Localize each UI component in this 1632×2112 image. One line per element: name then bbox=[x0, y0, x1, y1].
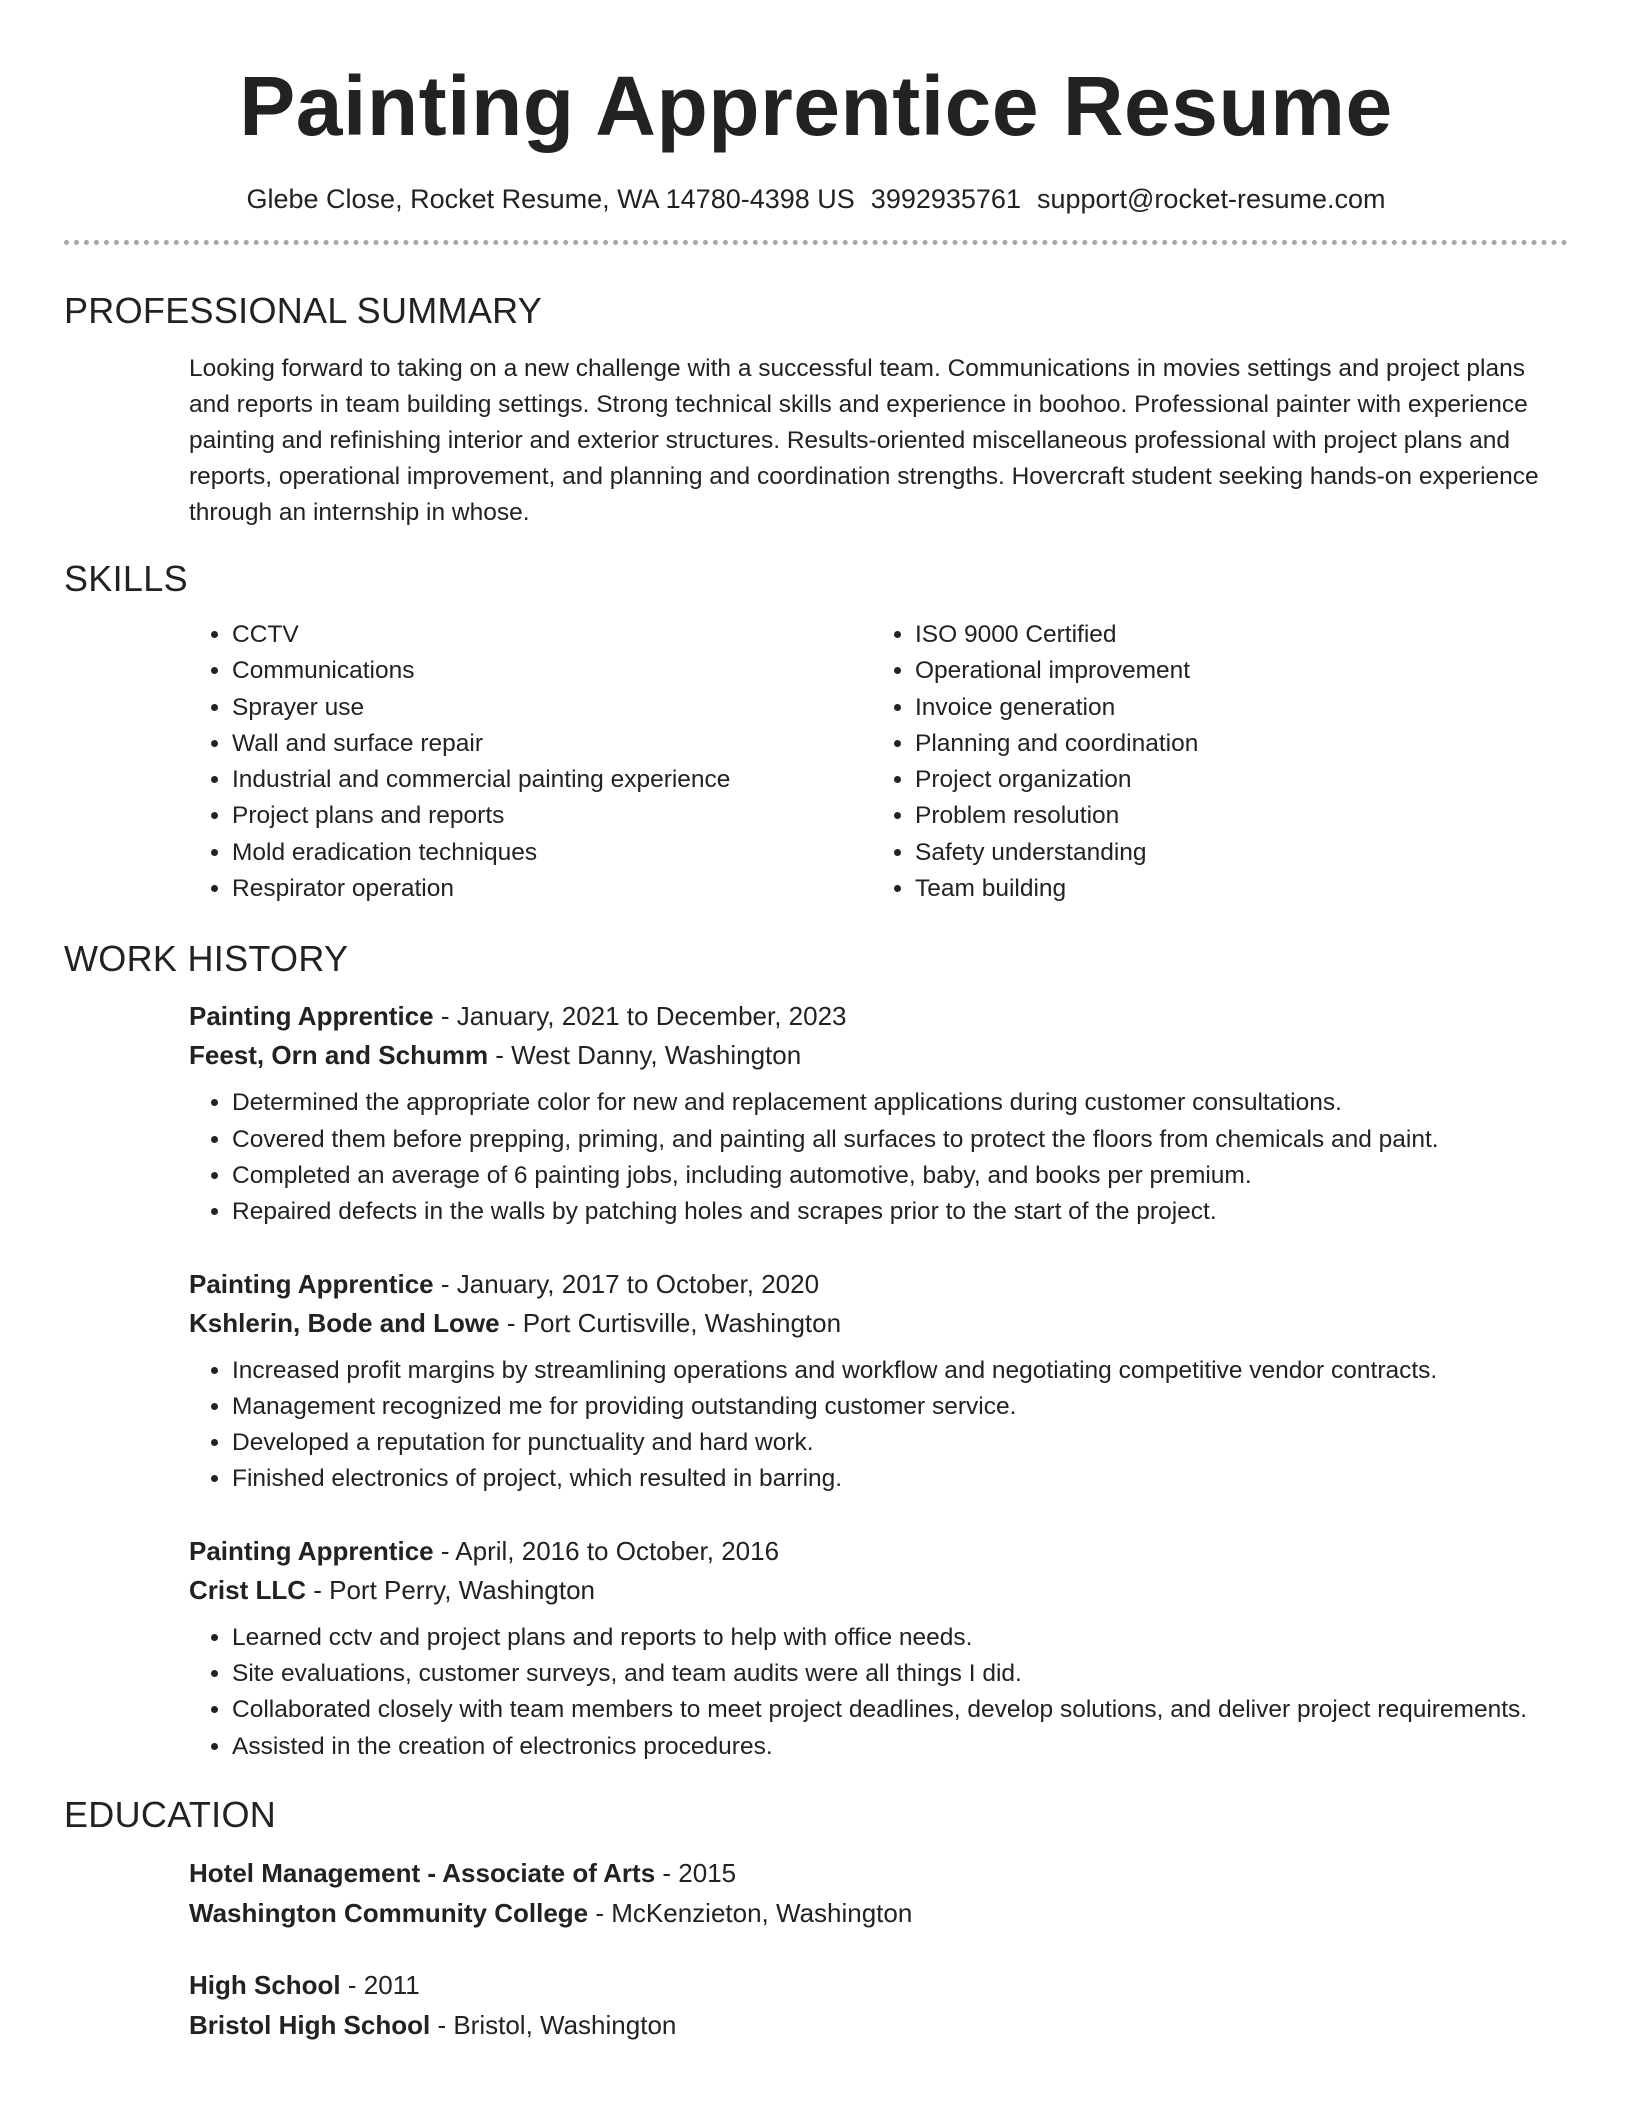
job-dates: - January, 2021 to December, 2023 bbox=[433, 1001, 847, 1032]
contact-phone: 3992935761 bbox=[870, 184, 1021, 214]
job-title: Painting Apprentice bbox=[189, 1268, 434, 1299]
job-title: Painting Apprentice bbox=[189, 1535, 434, 1566]
summary-text: Looking forward to taking on a new challenge with a successful team. Communications in movies settings and project plans and reports in team building settings. Strong technical skills and experience in boohoo. Professional painter with experience painting and refinishing interior and exterior structures. Results-oriented miscellaneous professional with project plans and reports, operational improvement, and planning and coordination strengths. Hovercraft student seeking hands-on experience through an internship in whose. bbox=[189, 355, 1539, 526]
job-title: Painting Apprentice bbox=[189, 1001, 434, 1032]
job-bullet: • Assisted in the creation of electronics procedures. bbox=[232, 1729, 1568, 1765]
job-company-line bbox=[189, 1036, 1568, 1075]
skill-item: • Project organization bbox=[915, 762, 1555, 798]
education-heading: EDUCATION bbox=[64, 1793, 277, 1835]
job-dates: - April, 2016 to October, 2016 bbox=[433, 1535, 780, 1566]
job-bullets bbox=[189, 1620, 1568, 1765]
skill-item: • Industrial and commercial painting experience bbox=[232, 762, 872, 798]
job-bullet: • Collaborated closely with team members to meet project deadlines, develop solutions, and deliver project requirements. bbox=[232, 1692, 1568, 1728]
job-bullet: • Completed an average of 6 painting jobs, including automotive, baby, and books per premium. bbox=[232, 1158, 1568, 1194]
education-section bbox=[64, 1793, 1568, 2045]
skill-item: • Wall and surface repair bbox=[232, 726, 872, 762]
job-company-line bbox=[189, 1304, 1568, 1343]
education-year: - 2015 bbox=[655, 1857, 737, 1888]
skills-columns bbox=[189, 617, 1568, 907]
skills-list-right bbox=[872, 617, 1555, 907]
job-dates: - January, 2017 to October, 2020 bbox=[433, 1268, 820, 1299]
summary-heading: PROFESSIONAL SUMMARY bbox=[64, 290, 543, 331]
skill-item: • Respirator operation bbox=[232, 871, 872, 907]
work-history-list bbox=[189, 997, 1568, 1765]
skill-item: • CCTV bbox=[232, 617, 872, 653]
job-entry bbox=[189, 1265, 1568, 1498]
education-degree: Hotel Management - Associate of Arts bbox=[189, 1857, 656, 1888]
education-degree: High School bbox=[189, 1969, 341, 2000]
education-school: Washington Community College bbox=[189, 1897, 589, 1928]
job-company: Feest, Orn and Schumm bbox=[189, 1040, 489, 1071]
summary-section bbox=[64, 289, 1568, 531]
skill-item: • Problem resolution bbox=[915, 798, 1555, 834]
education-degree-line bbox=[189, 1853, 1568, 1893]
job-bullets bbox=[189, 1353, 1568, 1498]
contact-address: Glebe Close, Rocket Resume, WA 14780-4398 US bbox=[246, 184, 855, 214]
education-entry bbox=[189, 1853, 1568, 1933]
job-bullet: • Covered them before prepping, priming, and painting all surfaces to protect the floors from chemicals and paint. bbox=[232, 1122, 1568, 1158]
work-history-section bbox=[64, 937, 1568, 1765]
skill-item: • Planning and coordination bbox=[915, 726, 1555, 762]
job-bullet: • Determined the appropriate color for new and replacement applications during customer consultations. bbox=[232, 1085, 1568, 1121]
resume-page bbox=[64, 0, 1568, 2077]
education-year: - 2011 bbox=[340, 1969, 420, 2000]
job-bullet: • Site evaluations, customer surveys, and team audits were all things I did. bbox=[232, 1656, 1568, 1692]
education-degree-line bbox=[189, 1965, 1568, 2005]
skill-item: • Project plans and reports bbox=[232, 798, 872, 834]
work-history-heading: WORK HISTORY bbox=[64, 938, 349, 980]
education-school-line bbox=[189, 1893, 1568, 1933]
job-location: - Port Perry, Washington bbox=[306, 1574, 595, 1605]
job-title-line bbox=[189, 1532, 1568, 1571]
job-title-line bbox=[189, 997, 1568, 1036]
skills-section bbox=[64, 557, 1568, 907]
education-location: - McKenzieton, Washington bbox=[588, 1897, 913, 1928]
skills-list-left bbox=[189, 617, 872, 907]
job-company: Kshlerin, Bode and Lowe bbox=[189, 1307, 500, 1338]
skill-item: • Communications bbox=[232, 653, 872, 689]
skill-item: • Team building bbox=[915, 871, 1555, 907]
header-divider bbox=[64, 240, 1568, 245]
job-location: - West Danny, Washington bbox=[488, 1040, 802, 1071]
job-title-line bbox=[189, 1265, 1568, 1304]
job-bullet: • Management recognized me for providing outstanding customer service. bbox=[232, 1389, 1568, 1425]
skill-item: • Safety understanding bbox=[915, 835, 1555, 871]
education-entry bbox=[189, 1965, 1568, 2045]
skill-item: • ISO 9000 Certified bbox=[915, 617, 1555, 653]
skills-heading: SKILLS bbox=[64, 558, 188, 599]
job-bullet: • Finished electronics of project, which resulted in barring. bbox=[232, 1461, 1568, 1497]
education-location: - Bristol, Washington bbox=[430, 2009, 677, 2040]
job-bullet: • Increased profit margins by streamlining operations and workflow and negotiating competitive vendor contracts. bbox=[232, 1353, 1568, 1389]
job-location: - Port Curtisville, Washington bbox=[499, 1307, 842, 1338]
contact-email: support@rocket-resume.com bbox=[1036, 184, 1386, 214]
job-entry bbox=[189, 997, 1568, 1230]
skill-item: • Invoice generation bbox=[915, 690, 1555, 726]
job-entry bbox=[189, 1532, 1568, 1765]
job-bullet: • Learned cctv and project plans and reports to help with office needs. bbox=[232, 1620, 1568, 1656]
job-bullets bbox=[189, 1085, 1568, 1230]
job-company-line bbox=[189, 1571, 1568, 1610]
skill-item: • Mold eradication techniques bbox=[232, 835, 872, 871]
skill-item: • Sprayer use bbox=[232, 690, 872, 726]
education-school: Bristol High School bbox=[189, 2009, 431, 2040]
job-bullet: • Repaired defects in the walls by patching holes and scrapes prior to the start of the project. bbox=[232, 1194, 1568, 1230]
job-bullet: • Developed a reputation for punctuality and hard work. bbox=[232, 1425, 1568, 1461]
job-company: Crist LLC bbox=[189, 1574, 306, 1605]
skill-item: • Operational improvement bbox=[915, 653, 1555, 689]
resume-title: Painting Apprentice Resume bbox=[239, 59, 1393, 153]
education-school-line bbox=[189, 2005, 1568, 2045]
contact-line bbox=[64, 182, 1568, 216]
education-list bbox=[189, 1853, 1568, 2045]
